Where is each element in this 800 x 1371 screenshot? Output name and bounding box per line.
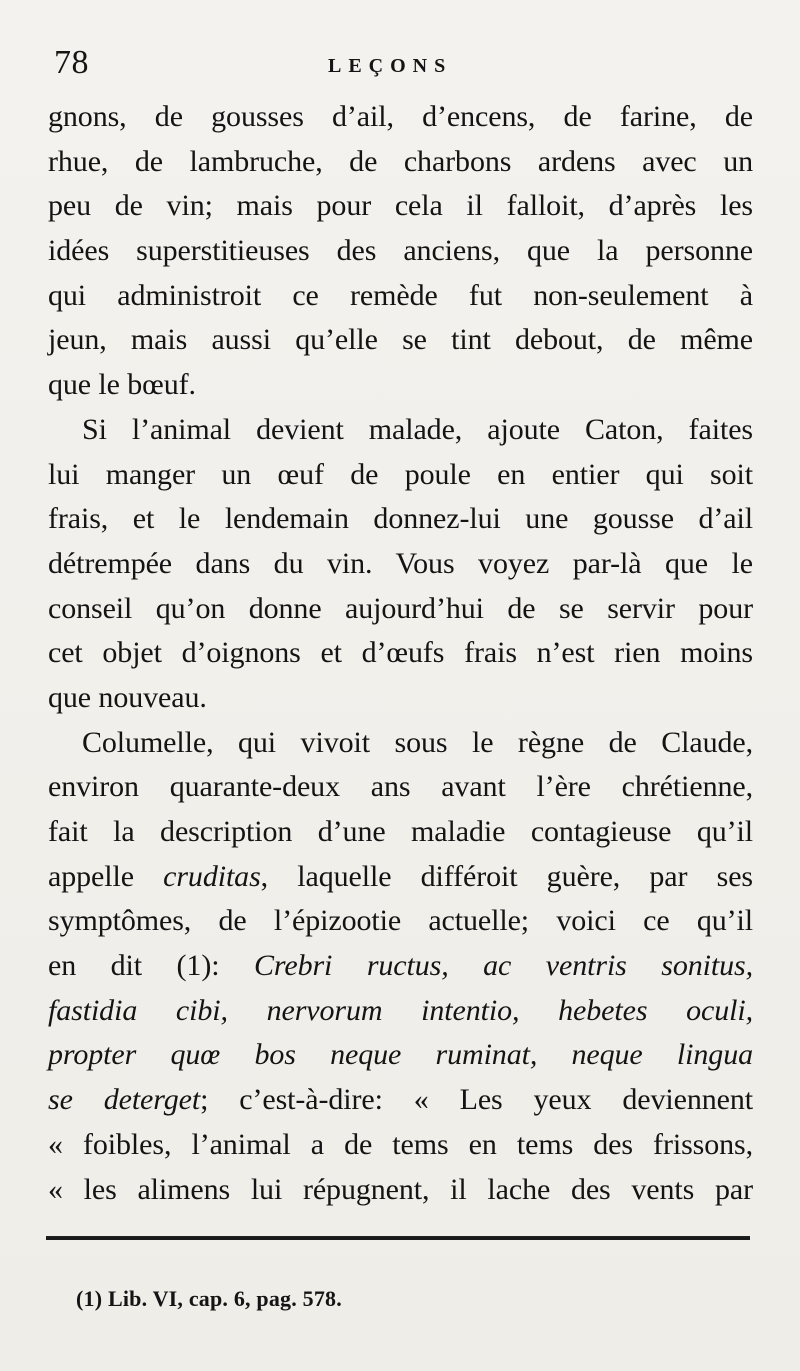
text-segment: gnons, de gousses d’ail, d’encens, de farine, de [48, 100, 753, 133]
text-segment: fait la description d’une maladie contagieuse qu’il [48, 815, 753, 848]
text-segment: appelle [48, 859, 164, 893]
running-head: LEÇONS [328, 55, 453, 77]
italic-text: Crebri ructus, ac ventris sonitus, [254, 949, 754, 983]
text-line [48, 810, 753, 855]
text-line [48, 1123, 753, 1168]
text-segment: que le bœuf. [48, 368, 196, 402]
italic-text: fastidia cibi, nervorum intentio, hebetes oculi, [48, 993, 753, 1027]
text-segment: qui administroit ce remède fut non-seulement à [48, 278, 753, 312]
text-line [48, 1168, 753, 1213]
text-segment: jeun, mais aussi qu’elle se tint debout, de même [48, 323, 753, 357]
text-line [48, 363, 753, 408]
text-segment: conseil qu’on donne aujourd’hui de se servir pour [48, 591, 753, 625]
text-line [48, 721, 753, 766]
text-segment: environ quarante-deux ans avant l’ère chrétienne, [48, 770, 753, 804]
text-line [48, 587, 753, 632]
text-line [48, 899, 753, 944]
text-line [48, 95, 753, 140]
text-segment: peu de vin; mais pour cela il falloit, d’après les [48, 189, 753, 223]
text-line [48, 542, 753, 587]
text-segment: « foibles, l’animal a de tems en tems des frissons, [48, 1127, 753, 1161]
italic-text: cruditas [163, 859, 261, 893]
text-line [48, 765, 753, 810]
italic-text: se deterget [48, 1083, 201, 1117]
text-segment: cet objet d’oignons et d’œufs frais n’est rien moins [48, 636, 753, 670]
page-header [48, 44, 758, 94]
text-line [48, 989, 753, 1034]
text-line [48, 1078, 753, 1123]
text-line [48, 676, 753, 721]
text-line [48, 1033, 753, 1078]
text-segment: rhue, de lambruche, de charbons ardens avec un [48, 144, 753, 178]
text-segment: que nouveau. [48, 680, 207, 714]
text-segment: frais, et le lendemain donnez-lui une gousse d’ail [48, 502, 753, 536]
footnote: (1) Lib. VI, cap. 6, pag. 578. [76, 1286, 342, 1311]
text-segment: lui manger un œuf de poule en entier qui soit [48, 457, 753, 491]
text-segment: Si l’animal devient malade, ajoute Caton, faites [82, 412, 753, 446]
text-segment: « les alimens lui répugnent, il lache des vents par [48, 1172, 753, 1206]
text-line [48, 184, 753, 229]
page-number: 78 [54, 44, 89, 81]
body-text [48, 95, 753, 1212]
text-line [48, 497, 753, 542]
text-line [48, 408, 753, 453]
text-line [48, 944, 753, 989]
text-segment: ; c’est-à-dire: « Les yeux deviennent [200, 1083, 753, 1117]
text-segment: en dit (1): [48, 949, 254, 983]
text-line [48, 140, 753, 185]
text-segment: symptômes, de l’épizootie actuelle; voici ce qu’il [48, 904, 753, 938]
text-segment: idées superstitieuses des anciens, que la personne [48, 234, 753, 268]
text-line [48, 229, 753, 274]
text-segment: détrempée dans du vin. Vous voyez par-là que le [48, 546, 753, 580]
text-line [48, 318, 753, 363]
text-line [48, 453, 753, 498]
text-line [48, 631, 753, 676]
text-line [48, 855, 753, 900]
text-segment: Columelle, qui vivoit sous le règne de Claude, [82, 725, 753, 759]
italic-text: propter quœ bos neque ruminat, neque lingua [48, 1038, 753, 1072]
footnote-rule [46, 1236, 750, 1240]
text-line [48, 274, 753, 319]
text-segment: , laquelle différoit guère, par ses [260, 859, 753, 893]
